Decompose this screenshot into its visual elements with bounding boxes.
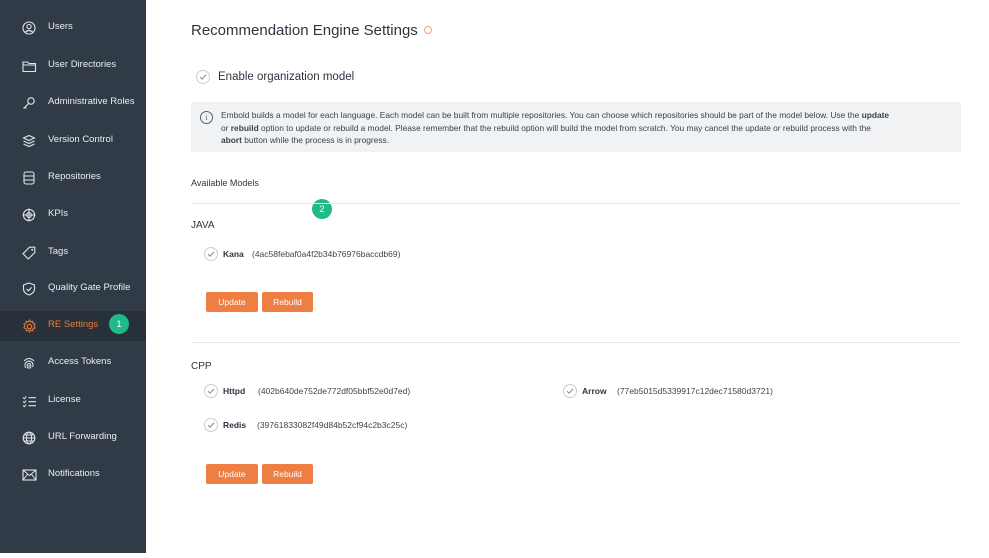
cpp-rebuild-button[interactable]: Rebuild — [262, 464, 313, 484]
language-title: JAVA — [191, 220, 215, 231]
available-models-heading: Available Models — [191, 178, 259, 188]
info-icon[interactable] — [424, 26, 432, 34]
info-notice — [191, 102, 961, 152]
sidebar-item-label: Quality Gate Profile — [48, 282, 131, 293]
branch-icon — [21, 133, 37, 149]
gear-icon — [21, 318, 37, 334]
model-hash: (77eb5015d5339917c12dec71580d3721) — [617, 386, 773, 396]
sidebar-item-label: Notifications — [48, 468, 100, 479]
sidebar-item-label: Version Control — [48, 134, 113, 145]
divider — [191, 203, 961, 204]
notice-text: Embold builds a model for each language. Each model can be built from multiple repositories. You can choose which repositories should be part of the model below. Use the update or rebuild option to update or rebuild a model. Please remember that the rebuild option will build the model from scratch. You may cancel the update or rebuild process with the abort button while the process is in progress. — [221, 110, 890, 145]
key-icon — [21, 95, 37, 111]
model-row-httpd[interactable] — [204, 384, 464, 400]
sidebar-item-label: Tags — [48, 246, 69, 257]
sidebar-item-label: User Directories — [48, 59, 117, 70]
model-row-kana[interactable] — [204, 247, 464, 263]
model-hash: (39761833082f49d84b52cf94c2b3c25c) — [257, 420, 408, 430]
step-badge-1: 1 — [109, 314, 129, 334]
sidebar-item-tags[interactable] — [0, 238, 146, 268]
sidebar-item-repositories[interactable] — [0, 163, 146, 193]
folder-icon — [21, 58, 37, 74]
sidebar-item-notifications[interactable] — [0, 460, 146, 490]
model-row-arrow[interactable] — [563, 384, 823, 400]
enable-org-model-checkbox[interactable] — [196, 70, 210, 84]
sidebar-item-label: Users — [48, 21, 73, 32]
sidebar-item-label: License — [48, 394, 81, 405]
sidebar-item-users[interactable] — [0, 13, 146, 43]
sidebar-item-kpis[interactable] — [0, 200, 146, 230]
sidebar-item-user-directories[interactable] — [0, 51, 146, 81]
cpp-update-button[interactable]: Update — [206, 464, 258, 484]
model-name: Redis — [223, 420, 247, 430]
sidebar-item-label: KPIs — [48, 208, 69, 219]
enable-org-model-label: Enable organization model — [218, 71, 355, 83]
step-badge-2: 2 — [312, 199, 332, 219]
sidebar-item-label: URL Forwarding — [48, 431, 117, 442]
sidebar — [0, 0, 146, 553]
info-circle-icon: i — [200, 111, 213, 124]
model-name: Httpd — [223, 386, 246, 396]
sidebar-item-url-forwarding[interactable] — [0, 423, 146, 453]
java-update-button[interactable]: Update — [206, 292, 258, 312]
fingerprint-icon — [21, 355, 37, 371]
list-check-icon — [21, 393, 37, 409]
sidebar-item-administrative-roles[interactable] — [0, 88, 146, 118]
sidebar-item-access-tokens[interactable] — [0, 348, 146, 378]
language-title: CPP — [191, 361, 212, 372]
model-checkbox[interactable] — [563, 384, 577, 398]
sidebar-item-version-control[interactable] — [0, 126, 146, 156]
globe-icon — [21, 430, 37, 446]
model-checkbox[interactable] — [204, 418, 218, 432]
model-hash: (402b640de752de772df05bbf52e0d7ed) — [258, 386, 411, 396]
sidebar-item-label: Repositories — [48, 171, 101, 182]
shield-check-icon — [21, 281, 37, 297]
sidebar-item-label: Access Tokens — [48, 356, 112, 367]
model-name: Kana — [223, 249, 244, 259]
sidebar-item-license[interactable] — [0, 386, 146, 416]
database-icon — [21, 170, 37, 186]
page-title: Recommendation Engine Settings — [191, 22, 418, 39]
model-checkbox[interactable] — [204, 247, 218, 261]
model-row-redis[interactable] — [204, 418, 464, 434]
user-circle-icon — [21, 20, 37, 36]
model-name: Arrow — [582, 386, 607, 396]
sidebar-item-quality-gate-profile[interactable] — [0, 274, 146, 304]
mail-icon — [21, 467, 37, 483]
target-icon — [21, 207, 37, 223]
tag-icon — [21, 245, 37, 261]
java-rebuild-button[interactable]: Rebuild — [262, 292, 313, 312]
divider — [191, 342, 961, 343]
sidebar-item-label: Administrative Roles — [48, 96, 135, 107]
model-checkbox[interactable] — [204, 384, 218, 398]
sidebar-item-label: RE Settings — [48, 319, 99, 330]
model-hash: (4ac58febaf0a4f2b34b76976baccdb69) — [252, 249, 401, 259]
